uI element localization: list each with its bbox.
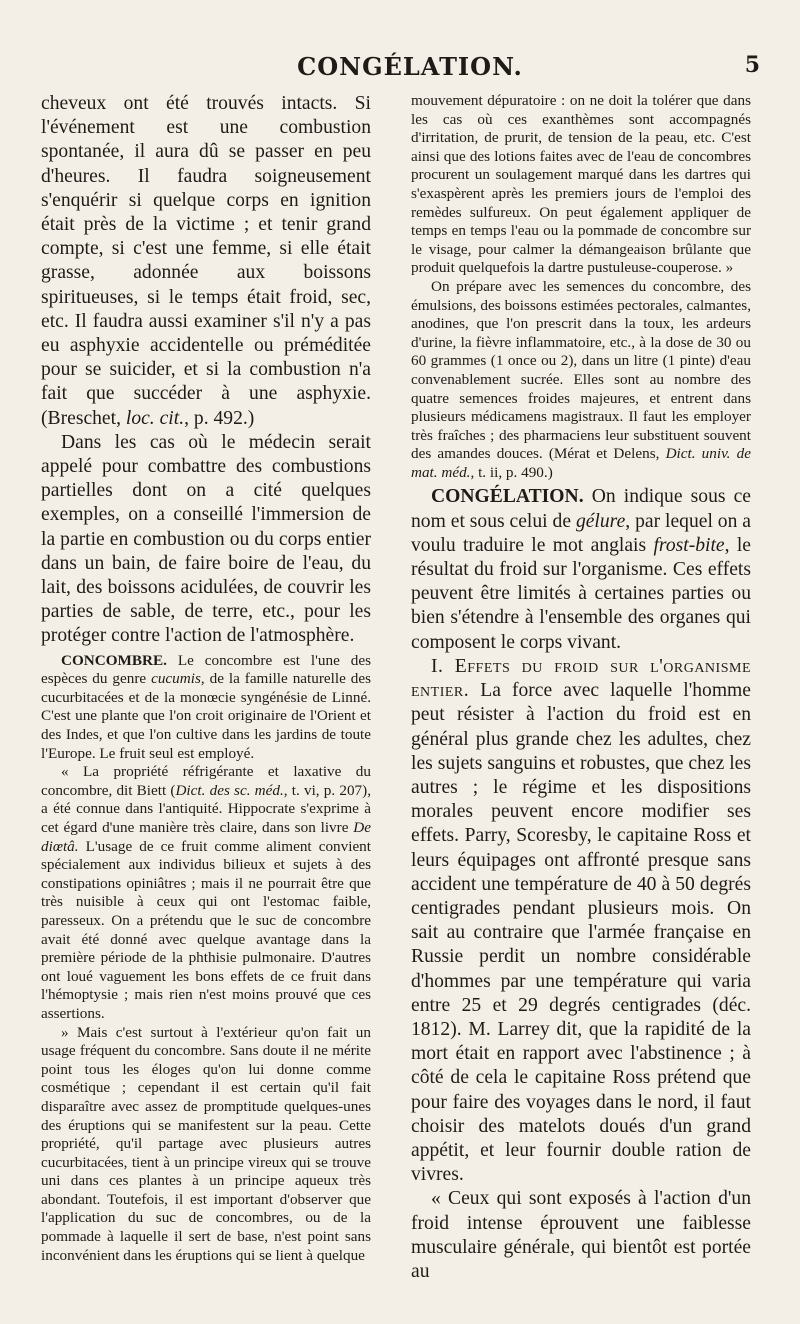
paragraph-biett-quote bbox=[41, 763, 371, 1023]
book-title: De diœtâ. bbox=[41, 819, 371, 855]
page-number: 5 bbox=[744, 52, 760, 78]
text-run: « La propriété réfrigérante et laxative du concombre, dit Biett ( bbox=[41, 763, 371, 799]
section-heading: I. Effets du froid sur l'organisme entier. bbox=[411, 655, 751, 702]
text-run: , le résultat du froid sur l'organisme. Ces effets peuvent être limités à certaines parties ou bien s'étendre à l'ensemble des organes qui composent le corps vivant. bbox=[411, 534, 752, 653]
text-run: , t. ii, p. 490.) bbox=[470, 463, 553, 481]
text-run: , par lequel on a voulu traduire le mot anglais bbox=[411, 510, 751, 556]
text-run: , de la famille naturelle des cucurbitacées et de la monœcie syngénésie de Linné. C'est une plante que l'on croit originaire de l'Orient et des Indes, et que l'on cultive dans les jardins de toute l'Europe. Le fruit seul est employé. bbox=[41, 670, 371, 762]
paragraph-depuratoire: mouvement dépuratoire : on ne doit la tolérer que dans les cas où ces exanthèmes sont accompagnés d'irritation, de prurit, de tension de la peau, etc. C'est ainsi que des lotions faites avec de l'eau de concombres procurent un soulagement marqué dans les dartres qui s'exaspèrent après les premiers jours de l'emploi des remèdes sulfureux. On peut également appliquer de temps en temps l'eau ou la pommade de concombre sur le visage, pour calmer la démangeaison brûlante que produit quelquefois la dartre pustuleuse-couperose. » bbox=[411, 92, 751, 277]
text-run: cheveux ont été trouvés intacts. Si l'événement est une combustion spontanée, il aura dû se passer en peu d'heures. Il faudra soigneusement s'enquérir si quelque corps en ignition était près de la victime ; et tenir grand compte, si c'est une femme, si elle était grasse, adonnée aux boissons spiritueuses, si le temps était froid, sec, etc. Il faudra aussi examiner s'il n'y a pas eu asphyxie accidentelle ou préméditée pour se suicider, et si la combustion n'a fait que succéder à une asphyxie. (Breschet, bbox=[41, 93, 371, 429]
text-run: On prépare avec les semences du concombre, des émulsions, des boissons estimées pectorales, calmantes, anodines, que l'on prescrit dans la toux, les ardeurs d'urine, la fièvre inflammatoire, etc., à la dose de 30 ou 60 grammes (1 once ou 2), dans un litre (1 pinte) d'eau convenablement sucrée. Elles sont au nombre des quatre semences froides majeures, et entrent dans plusieurs médicamens magistraux. Il faut les employer très fraîches ; des pharmaciens leur substituent souvent des amandes douces. (Mérat et Delens, bbox=[411, 277, 751, 463]
paragraph-semences bbox=[411, 278, 751, 483]
entry-heading: CONGÉLATION. bbox=[431, 486, 584, 508]
text-run: , t. vi, p. 207), a été connue dans l'antiquité. Hippocrate s'exprime à cet égard d'une manière très claire, dans son livre bbox=[41, 781, 371, 837]
entry-congelation bbox=[411, 485, 751, 654]
text-run: La force avec laquelle l'homme peut résister à l'action du froid est en général plus grande chez les adultes, chez les sujets sanguins et robustes, que chez les autres ; le régime et les dispositions morales peuvent encore modifier ses effets. Parry, Scoresby, le capitaine Ross et leurs équipages ont affronté presque sans accident une température de 40 à 50 degrés centigrades pendant plusieurs mois. On sait au contraire que l'armée française en Russie perdit un nombre considérable d'hommes par une température qui varia entre 25 et 29 degrés centigrades (déc. 1812). M. Larrey dit, que la rapidité de la mort était en rapport avec l'abstinence ; à côté de cela le capitaine Ross prétend que pour faire des voyages dans le nord, il faut choisir des matelots doués d'un grand appétit, et leur fournir double ration de vivres. bbox=[411, 680, 751, 1186]
text-run: , p. 492.) bbox=[184, 407, 255, 429]
citation: Dict. des sc. méd. bbox=[175, 781, 284, 799]
right-column bbox=[411, 92, 751, 1284]
text-run: Le concombre est l'une des espèces du genre bbox=[41, 651, 371, 688]
paragraph-combustion-end bbox=[41, 92, 371, 431]
citation: Dict. univ. de mat. méd. bbox=[411, 445, 751, 481]
term: frost-bite bbox=[653, 534, 725, 556]
page-header bbox=[60, 52, 760, 92]
paragraph-partial-combustion: Dans les cas où le médecin serait appelé pour combattre des combustions partielles dont on a cité quelques exemples, on a conseillé l'immersion de la partie en combustion ou du corps entier dans un bain, de faire boire de l'eau, du lait, des boissons acidulées, de couvrir les parties de sable, de terre, etc., pour les protéger contre l'action de l'atmosphère. bbox=[41, 431, 371, 647]
entry-concombre bbox=[41, 652, 371, 764]
citation: loc. cit. bbox=[125, 407, 185, 429]
text-run: L'usage de ce fruit comme aliment convient spécialement aux individus bilieux et sujets à des constipations opiniâtres ; mais il ne pourrait être que très nuisible à ceux qui ont l'estomac faible, paresseux. On a prétendu que le suc de concombre avait été donné avec quelque avantage dans la première période de la phthisie pulmonaire. D'autres ont loué vaguement les bons effets de ce fruit dans l'hémoptysie ; mais rien n'est moins prouvé que ces assertions. bbox=[41, 837, 371, 1022]
term: gélure bbox=[575, 510, 626, 532]
running-title: CONGÉLATION. bbox=[297, 52, 523, 81]
paragraph-ceux-exposes: « Ceux qui sont exposés à l'action d'un froid intense éprouvent une faiblesse musculaire générale, qui bientôt est portée au bbox=[411, 1188, 751, 1282]
section-effets-du-froid bbox=[411, 655, 751, 1187]
paragraph-external-use: » Mais c'est surtout à l'extérieur qu'on fait un usage fréquent du concombre. Sans doute il ne mérite point tous les éloges qu'on lui donne comme cosmétique ; cependant il est certain qu'il fait disparaître avec assez de promptitude quelques-unes des éruptions qui se manifestent sur la peau. Cette propriété, qu'il partage avec plusieurs autres cucurbitacées, tient à un principe vireux qui se trouve uni dans ces plantes à un principe aqueux très abondant. Toutefois, il est important d'observer que l'application du suc de concombres, ou de la pommade à laquelle il sert de base, n'est point sans inconvénient dans les éruptions qui se lient à quelque bbox=[41, 1023, 371, 1264]
text-run: On indique sous ce nom et sous celui de bbox=[411, 486, 751, 532]
genus-name: cucumis bbox=[151, 670, 201, 688]
entry-heading: CONCOMBRE. bbox=[61, 651, 167, 669]
left-column bbox=[41, 92, 371, 1265]
